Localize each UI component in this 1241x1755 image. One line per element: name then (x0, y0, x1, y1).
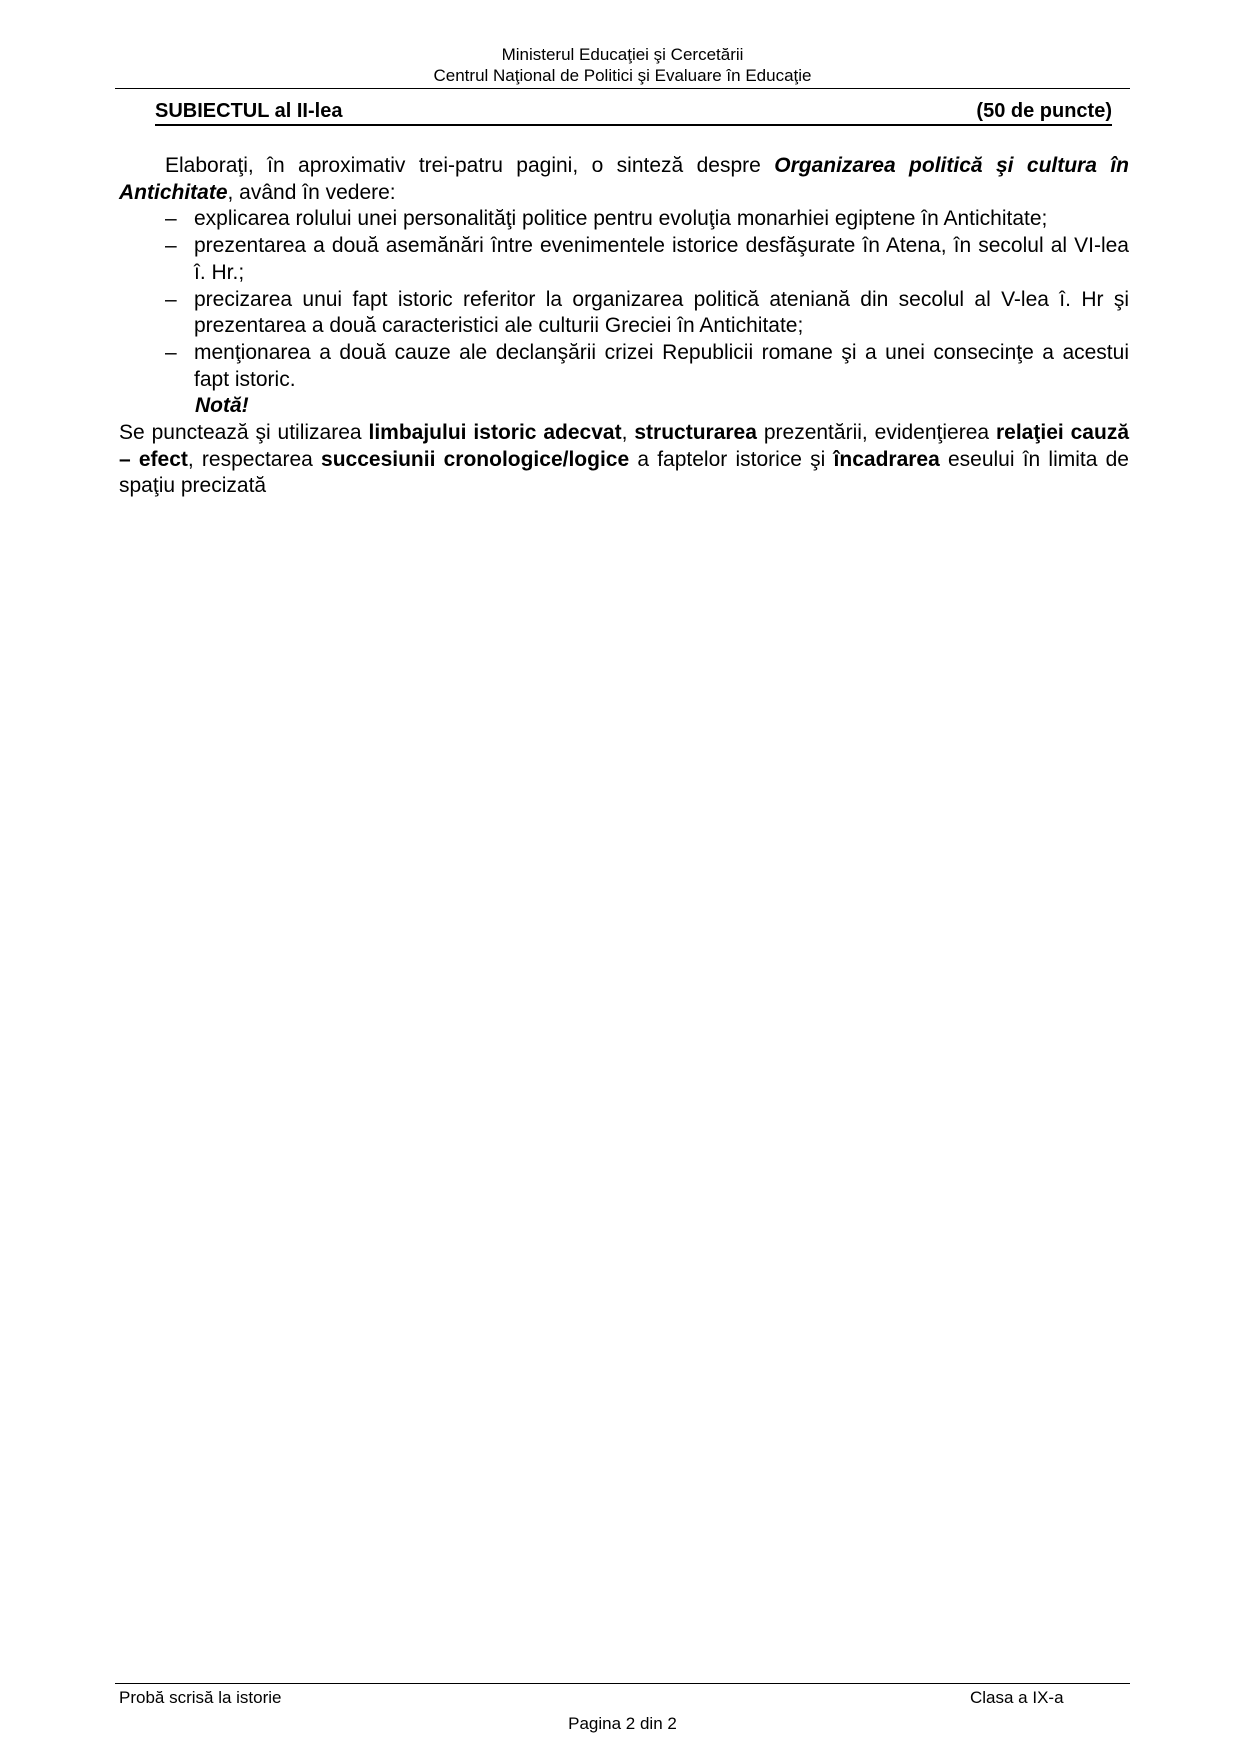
subject-heading (155, 100, 1112, 126)
grade-level: Clasa a IX-a (970, 1688, 1064, 1707)
note-text-4: , respectarea (187, 447, 322, 471)
intro-text-2: , având în vedere: (227, 180, 396, 204)
list-item (119, 206, 1129, 233)
footer-divider (115, 1683, 1130, 1684)
task-intro (119, 153, 1129, 206)
exam-name: Probă scrisă la istorie (119, 1688, 282, 1707)
page-number: Pagina 2 din 2 (568, 1714, 677, 1733)
subject-body (119, 153, 1129, 500)
note-text-6: eseului în limita de spaţiu precizată (119, 447, 1129, 498)
list-item-text: explicarea rolului unei personalităţi politice pentru evoluţia monarhiei egiptene în Antichitate; (194, 207, 1048, 231)
note-title: Notă! (195, 394, 249, 418)
note-text-3: prezentării, evidenţierea (756, 421, 996, 445)
list-item (119, 287, 1129, 340)
note-text-2: , (621, 421, 635, 445)
note-text-5: a faptelor istorice şi (629, 447, 834, 471)
list-item-text: prezentarea a două asemănări între evenimentele istorice desfăşurate în Atena, în secolul al VI-lea î. Hr.; (194, 234, 1129, 284)
note-bold-4: succesiunii cronologice/logice (321, 447, 630, 471)
essay-topic: Organizarea politică şi cultura în Antichitate (119, 154, 1129, 204)
dash-marker: – (165, 287, 177, 311)
subject-title: SUBIECTUL al II-lea (155, 100, 343, 122)
intro-text-1: Elaboraţi, în aproximativ trei-patru pagini, o sinteză despre (165, 154, 775, 177)
header-divider (115, 88, 1130, 89)
note-bold-3: relaţiei cauză – efect (119, 421, 1129, 471)
note-bold-1: limbajului istoric adecvat (368, 421, 622, 445)
center-name: Centrul Naţional de Politici şi Evaluare în Educaţie (433, 66, 812, 85)
document-header (115, 44, 1130, 86)
subject-points: (50 de puncte) (976, 100, 1112, 122)
dash-marker: – (165, 207, 177, 231)
note-bold-2: structurarea (634, 421, 757, 445)
list-item (119, 340, 1129, 393)
requirements-list (119, 206, 1129, 393)
list-item (119, 233, 1129, 286)
dash-marker: – (165, 340, 177, 364)
ministry-name: Ministerul Educaţiei şi Cercetării (501, 45, 744, 64)
note-bold-5: încadrarea (833, 447, 940, 471)
note-text (119, 420, 1129, 500)
note-text-1: Se punctează şi utilizarea (119, 421, 369, 445)
list-item-text: menţionarea a două cauze ale declanşării crizei Republicii romane şi a unei consecinţe a acestui fapt istoric. (194, 340, 1129, 391)
dash-marker: – (165, 234, 177, 258)
list-item-text: precizarea unui fapt istoric referitor la organizarea politică ateniană din secolul al V-lea î. Hr şi prezentarea a două caracteristici ale culturii Greciei în Antichitate; (194, 287, 1129, 338)
